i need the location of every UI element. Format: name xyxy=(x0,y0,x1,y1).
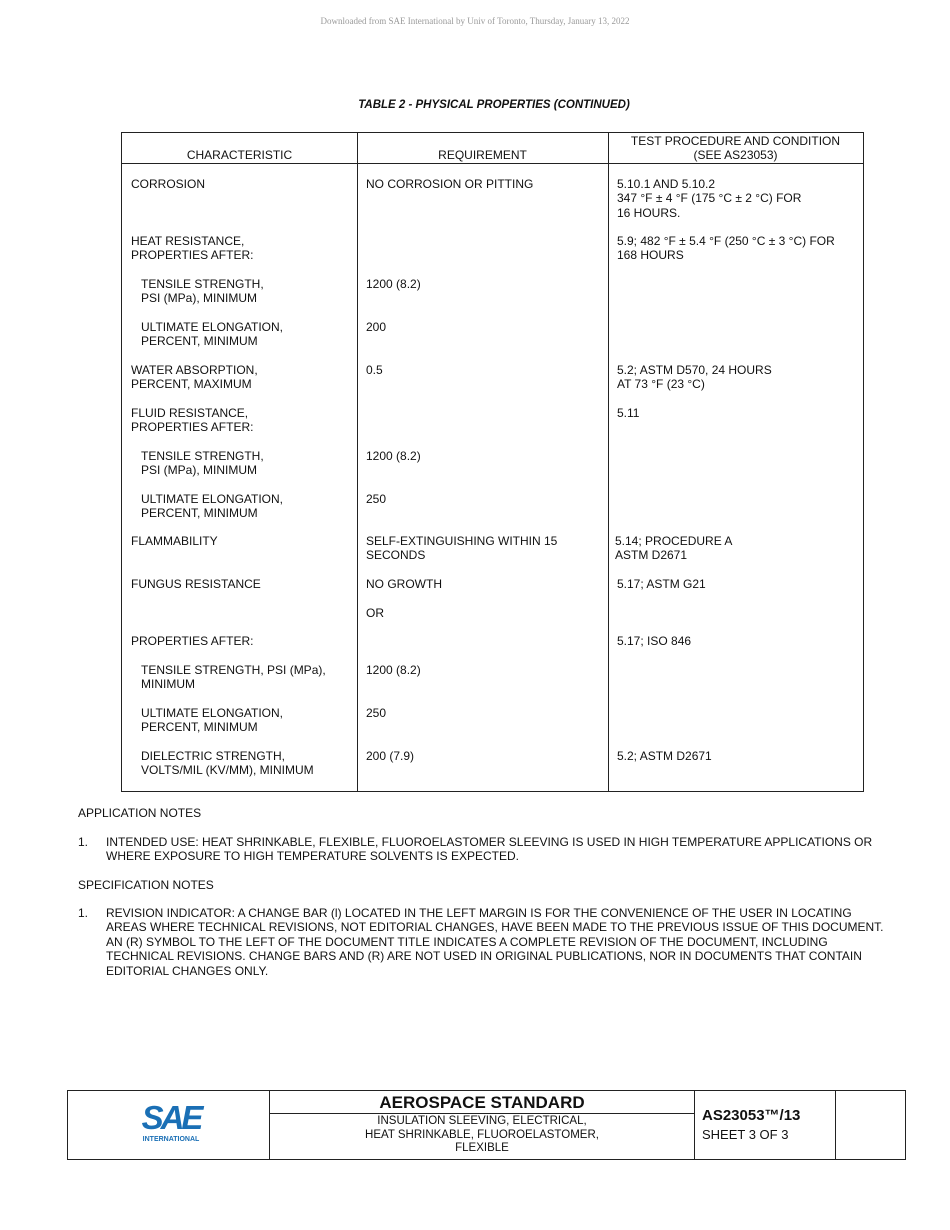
cell-characteristic: ULTIMATE ELONGATION, PERCENT, MINIMUM xyxy=(141,706,284,735)
footer-subtitle: INSULATION SLEEVING, ELECTRICAL, HEAT SHRINKABLE, FLUOROELASTOMER, FLEXIBLE xyxy=(365,1115,599,1155)
column-divider xyxy=(608,133,609,791)
document-footer xyxy=(67,1090,906,1160)
table-title: TABLE 2 - PHYSICAL PROPERTIES (CONTINUED) xyxy=(358,99,630,111)
cell-test-procedure: 5.17; ASTM G21 xyxy=(617,577,706,591)
download-watermark: Downloaded from SAE International by Univ of Toronto, Thursday, January 13, 2022 xyxy=(320,16,630,26)
footer-divider xyxy=(694,1091,695,1159)
cell-characteristic: DIELECTRIC STRENGTH, VOLTS/MIL (KV/MM), MINIMUM xyxy=(141,749,314,778)
cell-characteristic: HEAT RESISTANCE, PROPERTIES AFTER: xyxy=(131,234,254,263)
physical-properties-table xyxy=(121,132,864,792)
header-test-procedure-ref: (SEE AS23053) xyxy=(693,148,778,162)
cell-test-procedure: 5.17; ISO 846 xyxy=(617,634,692,648)
sheet-number: SHEET 3 OF 3 xyxy=(702,1127,789,1142)
cell-test-procedure: 5.9; 482 °F ± 5.4 °F (250 °C ± 3 °C) FOR 168 HOURS xyxy=(617,234,835,263)
note-text: REVISION INDICATOR: A CHANGE BAR (l) LOCATED IN THE LEFT MARGIN IS FOR THE CONVENIENCE OF THE USER IN LOCATING AREAS WHERE TECHNICAL REVISIONS, NOT EDITORIAL CHANGES, HAVE BEEN MADE TO THE PREVIOUS ISSUE OF THIS DOCUMENT. AN (R) SYMBOL TO THE LEFT OF THE DOCUMENT TITLE INDICATES A COMPLETE REVISION OF THE DOCUMENT, INCLUDING TECHNICAL REVISIONS. CHANGE BARS AND (R) ARE NOT USED IN ORIGINAL PUBLICATIONS, NOR IN DOCUMENTS THAT CONTAIN EDITORIAL CHANGES ONLY. xyxy=(106,906,884,978)
cell-characteristic: FUNGUS RESISTANCE xyxy=(131,577,261,591)
specification-notes-heading: SPECIFICATION NOTES xyxy=(78,878,214,892)
application-notes-heading: APPLICATION NOTES xyxy=(78,806,202,820)
cell-requirement: 1200 (8.2) xyxy=(366,449,421,463)
cell-characteristic: ULTIMATE ELONGATION, PERCENT, MINIMUM xyxy=(141,492,284,521)
cell-requirement: 200 (7.9) xyxy=(366,749,415,763)
header-characteristic: CHARACTERISTIC xyxy=(186,148,293,162)
footer-title: AEROSPACE STANDARD xyxy=(379,1093,585,1112)
cell-test-procedure: 5.11 xyxy=(617,406,640,420)
footer-divider xyxy=(835,1091,836,1159)
cell-requirement: 200 xyxy=(366,320,387,334)
cell-test-procedure: 5.2; ASTM D570, 24 HOURS AT 73 °F (23 °C) xyxy=(617,363,772,392)
cell-characteristic: CORROSION xyxy=(131,177,206,191)
sae-logo-text: SAE xyxy=(141,1099,201,1136)
sae-logo-subtext: INTERNATIONAL xyxy=(142,1136,200,1143)
column-divider xyxy=(357,133,358,791)
note-number: 1. xyxy=(78,906,89,920)
header-divider xyxy=(122,163,863,164)
cell-characteristic: FLUID RESISTANCE, PROPERTIES AFTER: xyxy=(131,406,254,435)
cell-requirement: 1200 (8.2) xyxy=(366,277,421,291)
cell-requirement: OR xyxy=(366,606,384,620)
cell-requirement: 250 xyxy=(366,492,387,506)
cell-test-procedure: 5.2; ASTM D2671 xyxy=(617,749,712,763)
cell-requirement: 0.5 xyxy=(366,363,383,377)
cell-requirement: 250 xyxy=(366,706,387,720)
cell-requirement: NO CORROSION OR PITTING xyxy=(366,177,534,191)
document-number: AS23053™/13 xyxy=(702,1107,801,1124)
cell-characteristic: WATER ABSORPTION, PERCENT, MAXIMUM xyxy=(131,363,258,392)
cell-test-procedure: 5.14; PROCEDURE A ASTM D2671 xyxy=(615,534,733,563)
note-number: 1. xyxy=(78,835,89,849)
footer-title-divider xyxy=(269,1113,695,1114)
cell-characteristic: PROPERTIES AFTER: xyxy=(131,634,254,648)
cell-requirement: SELF-EXTINGUISHING WITHIN 15 SECONDS xyxy=(366,534,558,563)
cell-requirement: 1200 (8.2) xyxy=(366,663,421,677)
sae-logo xyxy=(136,1099,206,1145)
note-text: INTENDED USE: HEAT SHRINKABLE, FLEXIBLE, FLUOROELASTOMER SLEEVING IS USED IN HIGH TEMPERATURE APPLICATIONS OR WHERE EXPOSURE TO HIGH TEMPERATURE SOLVENTS IS EXPECTED. xyxy=(106,835,873,864)
cell-characteristic: TENSILE STRENGTH, PSI (MPa), MINIMUM xyxy=(141,277,264,306)
cell-characteristic: TENSILE STRENGTH, PSI (MPa), MINIMUM xyxy=(141,449,264,478)
cell-requirement: NO GROWTH xyxy=(366,577,442,591)
cell-characteristic: TENSILE STRENGTH, PSI (MPa), MINIMUM xyxy=(141,663,326,692)
header-test-procedure: TEST PROCEDURE AND CONDITION xyxy=(630,134,841,148)
header-requirement: REQUIREMENT xyxy=(438,148,527,162)
cell-characteristic: FLAMMABILITY xyxy=(131,534,218,548)
cell-characteristic: ULTIMATE ELONGATION, PERCENT, MINIMUM xyxy=(141,320,284,349)
cell-test-procedure: 5.10.1 AND 5.10.2 347 °F ± 4 °F (175 °C ± 2 °C) FOR 16 HOURS. xyxy=(617,177,802,220)
